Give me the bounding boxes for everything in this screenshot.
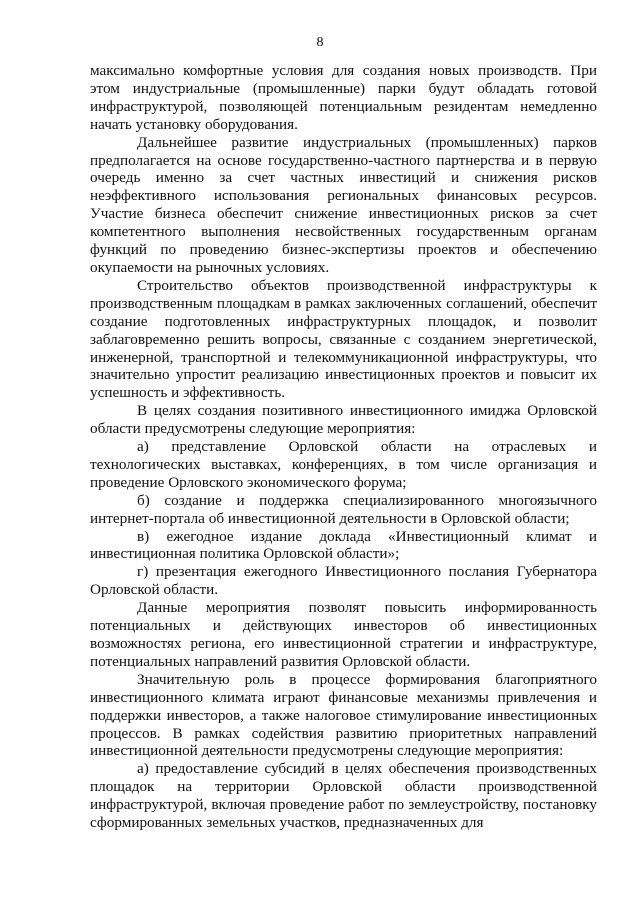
- paragraph-continuation: максимально комфортные условия для создания новых производств. При этом индустриальные (промышленные) парки будут обладать готовой инфраструктурой, позволяющей потенциальным резидентам немедленно начать установку оборудования.: [90, 62, 597, 133]
- page-number: 8: [316, 35, 324, 50]
- paragraph-financial-mechanisms: Значительную роль в процессе формирования благоприятного инвестиционного климата играют финансовые механизмы привлечения и поддержки инвесторов, а также налоговое стимулирование инвестиционных процессов. В рамках содействия развитию приоритетных направлений инвестиционной деятельности предусмотрены следующие мероприятия:: [90, 670, 597, 760]
- paragraph-infrastructure: Строительство объектов производственной инфраструктуры к производственным площадкам в рамках заключенных соглашений, обеспечит создание подготовленных инфраструктурных площадок, и позволит заблаговременно решить вопросы, связанные с созданием энергетической, инженерной, транспортной и телекоммуникационной инфраструктуры, что значительно упростит реализацию инвестиционных проектов и повысит их успешность и эффективность.: [90, 276, 597, 402]
- list-item-b: б) создание и поддержка специализированного многоязычного интернет-портала об инвестиционной деятельности в Орловской области;: [90, 491, 597, 527]
- list-item-v: в) ежегодное издание доклада «Инвестиционный климат и инвестиционная политика Орловской области»;: [90, 527, 597, 563]
- list-item-a: а) представление Орловской области на отраслевых и технологических выставках, конференциях, в том числе организация и проведение Орловского экономического форума;: [90, 438, 597, 491]
- paragraph-measures-effect: Данные мероприятия позволят повысить информированность потенциальных и действующих инвесторов об инвестиционных возможностях региона, его инвестиционной стратегии и инфраструктуре, потенциальных направлений развития Орловской области.: [90, 599, 597, 670]
- list-item-g: г) презентация ежегодного Инвестиционного послания Губернатора Орловской области.: [90, 563, 597, 599]
- paragraph-industrial-parks: Дальнейшее развитие индустриальных (промышленных) парков предполагается на основе государственно-частного партнерства и в первую очередь именно за счет частных инвестиций и снижения рисков неэффективного использования региональных финансовых ресурсов. Участие бизнеса обеспечит снижение инвестиционных рисков за счет компетентного выполнения несвойственных государственным органам функций по проведению бизнес-экспертизы проектов и обеспечению окупаемости на рыночных условиях.: [90, 133, 597, 276]
- list-item-subsidies: а) предоставление субсидий в целях обеспечения производственных площадок на территории Орловской области производственной инфраструктурой, включая проведение работ по землеустройству, постановку сформированных земельных участков, предназначенных для: [90, 760, 597, 832]
- document-body: [90, 62, 597, 832]
- paragraph-investment-image: В целях создания позитивного инвестиционного имиджа Орловской области предусмотрены следующие мероприятия:: [90, 402, 597, 438]
